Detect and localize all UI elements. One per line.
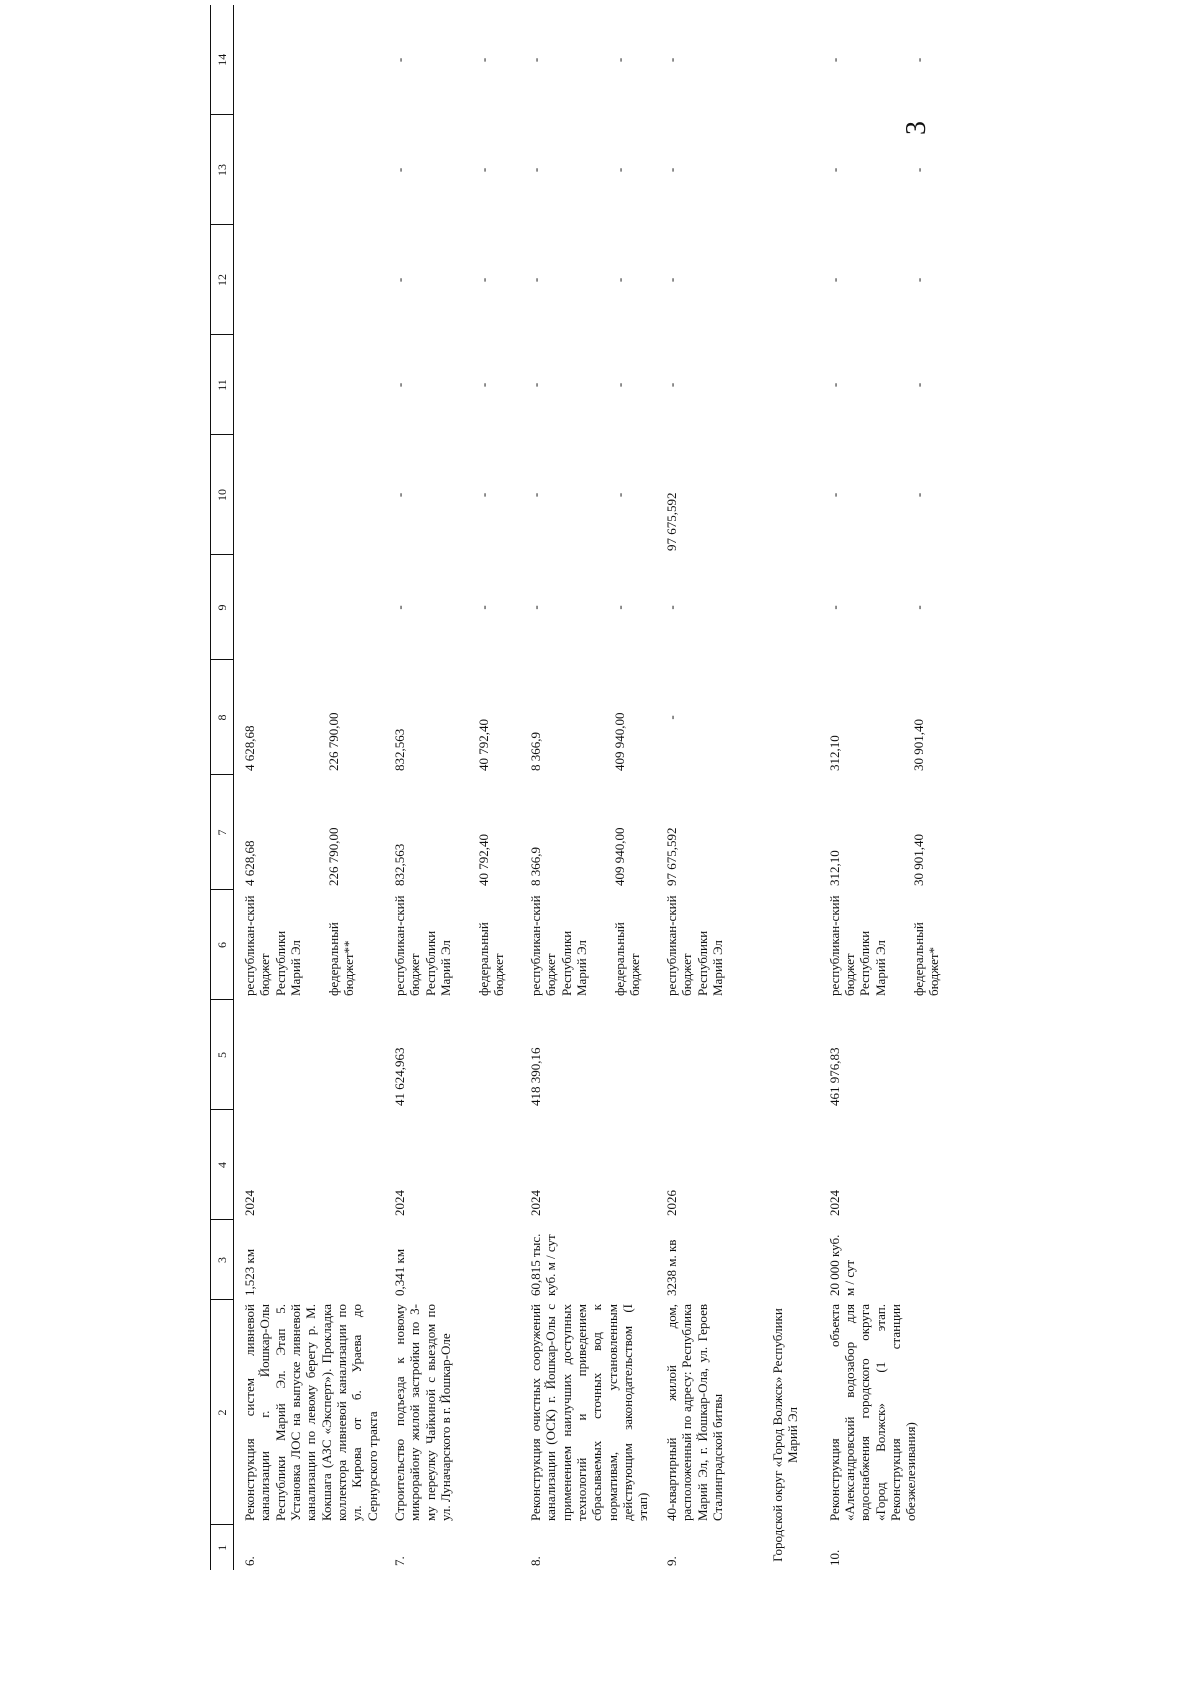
amount-value: 226 790,00 <box>326 827 341 886</box>
capacity: 3238 м. кв <box>663 1239 679 1296</box>
empty-cell <box>752 225 819 335</box>
amount-value: - <box>611 605 627 610</box>
column-header-3: 3 <box>211 1220 234 1300</box>
total-cost: 41 624,963 <box>391 1047 407 1106</box>
amount-value: - <box>527 277 543 283</box>
amount-c12 <box>384 225 520 335</box>
funding-sources <box>656 890 752 1000</box>
amount-c11 <box>384 335 520 435</box>
amount-value: - <box>611 167 627 173</box>
funding-source: республикан-ский бюджет Республики Марий Эл <box>527 895 589 996</box>
amount-value <box>326 559 366 656</box>
amount-value: - <box>611 382 627 388</box>
amount-c8 <box>234 660 384 775</box>
table-row <box>234 5 384 1570</box>
amount-c12 <box>234 225 384 335</box>
amount-value: - <box>475 605 491 610</box>
amount-value: - <box>663 277 679 283</box>
funding-sources <box>819 890 955 1000</box>
header-row <box>211 5 234 1570</box>
amount-c12 <box>656 225 752 335</box>
amount-c9 <box>234 555 384 660</box>
funding-source: республикан-ский бюджет Республики Марий Эл <box>663 895 725 996</box>
section-title: Городской округ «Город Волжск» Республики Марий Эл <box>769 1308 801 1562</box>
column-header-6: 6 <box>211 890 234 1000</box>
capacity: 20 000 куб. м / сут <box>826 1234 857 1296</box>
amount-value: - <box>910 605 926 610</box>
amount-value <box>326 439 366 551</box>
column-header-13: 13 <box>211 115 234 225</box>
row-number: 6. <box>242 1556 257 1566</box>
funding-sources <box>384 890 520 1000</box>
amount-value: - <box>475 382 491 388</box>
amount-value: - <box>611 57 627 63</box>
column-header-8: 8 <box>211 660 234 775</box>
column-header-5: 5 <box>211 1000 234 1110</box>
total-cost: 461 976,83 <box>826 1047 842 1106</box>
row-number: 9. <box>663 1556 679 1566</box>
amount-c10 <box>520 435 656 555</box>
column-header-12: 12 <box>211 225 234 335</box>
amount-c8 <box>384 660 520 775</box>
table-row <box>656 5 752 1570</box>
funding-source: республикан-ский бюджет Республики Марий Эл <box>391 895 453 996</box>
amount-value: - <box>663 382 679 388</box>
amount-value: 226 790,00 <box>326 712 341 771</box>
amount-value: 8 366,9 <box>527 847 543 886</box>
amount-value: - <box>475 277 491 283</box>
funding-source: федеральный бюджет* <box>910 922 941 996</box>
amount-value: 30 901,40 <box>910 719 926 771</box>
amount-value: - <box>391 167 407 173</box>
amount-c11 <box>520 335 656 435</box>
empty-cell <box>752 1220 819 1300</box>
row-number: 7. <box>391 1556 407 1566</box>
amount-value <box>242 439 326 551</box>
empty-cell <box>752 5 819 115</box>
amount-value: 4 628,68 <box>242 840 257 886</box>
column-header-4: 4 <box>211 1110 234 1220</box>
table-row <box>384 5 520 1570</box>
amount-c12 <box>520 225 656 335</box>
amount-value: - <box>391 382 407 388</box>
amount-value: - <box>611 492 627 498</box>
object-description: Реконструкция очистных сооружений канализации (ОСК) г. Йошкар-Олы с применением наилучших доступных технологий и приведением сбрасываемых сточных вод к нормативам, установленным действующим законодательством (I этап) <box>527 1304 651 1521</box>
capacity: 1,523 км <box>242 1248 257 1296</box>
amount-c10 <box>819 435 955 555</box>
row-number: 10. <box>826 1549 842 1566</box>
amount-c8 <box>520 660 656 775</box>
amount-c7 <box>384 775 520 890</box>
amount-value: - <box>663 715 679 720</box>
column-header-11: 11 <box>211 335 234 435</box>
amount-value: - <box>391 277 407 283</box>
table-row <box>520 5 656 1570</box>
amount-value <box>242 9 326 111</box>
amount-value <box>242 339 326 431</box>
amount-c9 <box>520 555 656 660</box>
amount-value: - <box>663 605 679 610</box>
amount-value: 8 366,9 <box>527 732 543 771</box>
amount-value <box>326 9 366 111</box>
funding-sources <box>520 890 656 1000</box>
row-number: 8. <box>527 1556 543 1566</box>
empty-cell <box>752 660 819 775</box>
capacity: 60,815 тыс. куб. м / сут <box>527 1233 559 1296</box>
amount-value: - <box>527 492 543 498</box>
amount-value <box>242 229 326 331</box>
amount-value: - <box>826 277 842 283</box>
amount-c13 <box>234 115 384 225</box>
amount-value: - <box>663 167 679 173</box>
amount-c8 <box>819 660 955 775</box>
object-description: 40-квартирный жилой дом, расположенный по адресу: Республика Марий Эл, г. Йошкар-Ола, ул. Героев Сталинградской битвы <box>663 1304 725 1521</box>
amount-value: 832,563 <box>391 728 407 771</box>
amount-value <box>326 229 366 331</box>
amount-c13 <box>656 115 752 225</box>
amount-value: - <box>527 382 543 388</box>
object-description: Строительство подъезда к новому микрорайону жилой застройки по 3-му переулку Чайкиной с выездом по ул. Луначарского в г. Йошкар-Оле <box>391 1304 453 1521</box>
amount-c9 <box>819 555 955 660</box>
amount-value: 409 940,00 <box>611 827 627 886</box>
amount-c7 <box>234 775 384 890</box>
amount-value <box>326 339 366 431</box>
amount-value: - <box>910 277 926 283</box>
amount-value: - <box>391 57 407 63</box>
amount-c7 <box>520 775 656 890</box>
empty-cell <box>752 1110 819 1220</box>
table-row <box>819 5 955 1570</box>
empty-cell <box>752 1000 819 1110</box>
commission-year: 2024 <box>527 1190 543 1216</box>
amount-c10 <box>234 435 384 555</box>
empty-cell <box>752 555 819 660</box>
amount-value: - <box>826 167 842 173</box>
amount-value: - <box>910 492 926 498</box>
amount-value: - <box>527 167 543 173</box>
column-header-7: 7 <box>211 775 234 890</box>
column-header-14: 14 <box>211 5 234 115</box>
investment-table <box>210 5 955 1570</box>
amount-value: 97 675,592 <box>663 827 679 886</box>
amount-value: - <box>527 605 543 610</box>
funding-source: федеральный бюджет <box>611 922 643 996</box>
amount-c14 <box>819 5 955 115</box>
amount-value: - <box>391 492 407 498</box>
amount-c13 <box>520 115 656 225</box>
amount-c14 <box>656 5 752 115</box>
amount-c14 <box>234 5 384 115</box>
commission-year: 2024 <box>242 1190 257 1216</box>
empty-cell <box>752 335 819 435</box>
amount-c8 <box>656 660 752 775</box>
amount-c11 <box>819 335 955 435</box>
amount-value: - <box>910 382 926 388</box>
amount-value: - <box>527 57 543 63</box>
rotated-table-container <box>210 53 1050 1570</box>
amount-value: 30 901,40 <box>910 834 926 886</box>
amount-value: - <box>475 167 491 173</box>
amount-value: - <box>475 57 491 63</box>
amount-value: - <box>611 277 627 283</box>
amount-value: 832,563 <box>391 843 407 886</box>
amount-value: 40 792,40 <box>475 719 491 771</box>
section-row <box>752 5 819 1570</box>
page-number: 3 <box>901 121 932 135</box>
amount-c12 <box>819 225 955 335</box>
amount-c9 <box>384 555 520 660</box>
amount-c14 <box>520 5 656 115</box>
amount-value: - <box>826 605 842 610</box>
amount-c14 <box>384 5 520 115</box>
funding-source: республикан-ский бюджет Республики Марий Эл <box>826 895 888 996</box>
amount-value: 312,10 <box>826 735 842 771</box>
total-cost <box>234 1000 384 1110</box>
amount-value: 4 628,68 <box>242 725 257 771</box>
funding-sources <box>234 890 384 1000</box>
empty-cell <box>752 435 819 555</box>
amount-value: 97 675,592 <box>663 492 679 551</box>
empty-cell <box>752 890 819 1000</box>
empty-cell <box>752 115 819 225</box>
amount-value: - <box>910 167 926 173</box>
amount-value <box>242 559 326 656</box>
amount-value: - <box>391 605 407 610</box>
amount-value: 312,10 <box>826 850 842 886</box>
amount-value: 40 792,40 <box>475 834 491 886</box>
amount-c9 <box>656 555 752 660</box>
amount-c13 <box>384 115 520 225</box>
total-cost: 418 390,16 <box>527 1047 543 1106</box>
amount-value: - <box>475 492 491 498</box>
commission-year: 2026 <box>663 1190 679 1216</box>
commission-year: 2024 <box>826 1190 842 1216</box>
amount-c11 <box>656 335 752 435</box>
amount-value: - <box>663 57 679 63</box>
object-description: Реконструкция объекта «Александровский водозабор для водоснабжения городского округа «Город Волжск» (1 этап. Реконструкция станции обезжелезивания) <box>826 1304 919 1521</box>
amount-c11 <box>234 335 384 435</box>
funding-source: республикан-ский бюджет Республики Марий Эл <box>242 895 303 996</box>
amount-value: - <box>910 57 926 63</box>
funding-source: федеральный бюджет <box>475 922 507 996</box>
column-header-2: 2 <box>211 1300 234 1525</box>
funding-source: федеральный бюджет** <box>326 922 357 996</box>
object-description: Реконструкция систем ливневой канализации г. Йошкар-Олы Республики Марий Эл. Этап 5. Установка ЛОС на выпуске ливневой канализации по левому берегу р. М. Кокшага (АЗС «Эксперт»). Прокладка коллектора ливневой канализации по ул. Кирова от б. Ураева до Сернурского тракта <box>242 1304 380 1521</box>
column-header-9: 9 <box>211 555 234 660</box>
amount-value: - <box>826 382 842 388</box>
amount-value: - <box>826 57 842 63</box>
amount-value <box>242 119 326 221</box>
amount-value: - <box>826 492 842 498</box>
amount-c10 <box>656 435 752 555</box>
amount-c10 <box>384 435 520 555</box>
amount-c7 <box>656 775 752 890</box>
amount-c7 <box>819 775 955 890</box>
column-header-10: 10 <box>211 435 234 555</box>
amount-value: 409 940,00 <box>611 712 627 771</box>
commission-year: 2024 <box>391 1190 407 1216</box>
column-header-1: 1 <box>211 1525 234 1570</box>
amount-value <box>326 119 366 221</box>
amount-c13 <box>819 115 955 225</box>
empty-cell <box>752 775 819 890</box>
capacity: 0,341 км <box>391 1248 407 1296</box>
total-cost <box>656 1000 752 1110</box>
